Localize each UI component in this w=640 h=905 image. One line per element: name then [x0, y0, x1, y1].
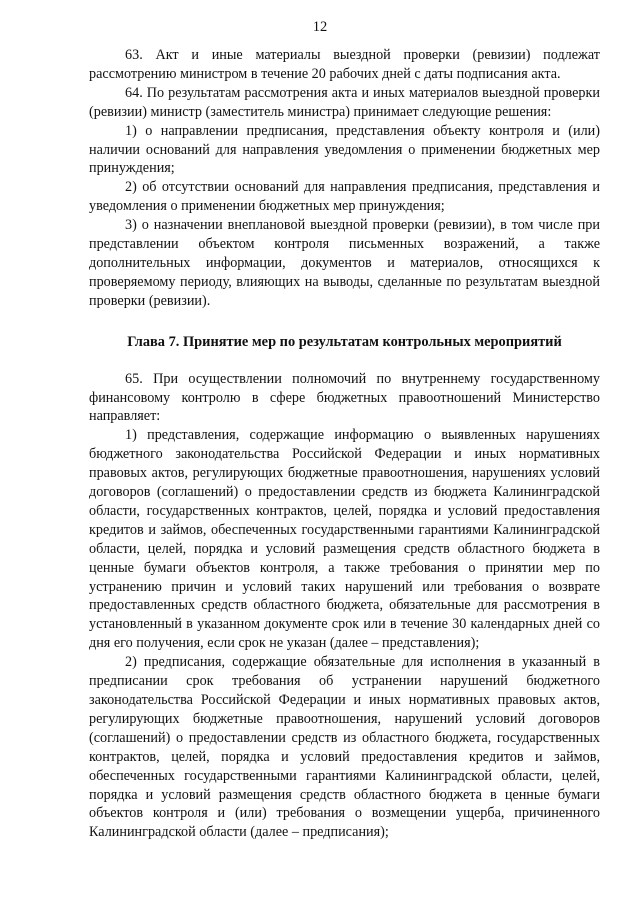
paragraph-64-item-1: 1) о направлении предписания, представления объекту контроля и (или) наличии оснований для направления уведомления о применении бюджетных мер принуждения;: [89, 122, 600, 177]
paragraph-65: 65. При осуществлении полномочий по внутреннему государственному финансовому контролю в сфере бюджетных правоотношений Министерство направляет:: [89, 370, 600, 425]
paragraph-65-item-2: 2) предписания, содержащие обязательные для исполнения в указанный в предписании срок требования об устранении нарушений бюджетного законодательства Российской Федерации и иных нормативных правовых актов, регулирующих бюджетные правоотношения, нарушений условий договоров (соглашений) о предоставлении средств из областного бюджета, государственных контрактов, целей, порядка и условий предоставления кредитов и займов, обеспеченных государственными гарантиями Калининградской области, целей, порядка и условий размещения средств областного бюджета в ценные бумаги объектов контроля и (или) требования о возмещении ущерба, причиненного Калининградской области (далее – предписания);: [89, 654, 600, 841]
page-body: [89, 46, 600, 842]
paragraph-64-item-2: 2) об отсутствии оснований для направления предписания, представления и уведомления о применении бюджетных мер принуждения;: [89, 179, 600, 215]
paragraph-63: 63. Акт и иные материалы выездной проверки (ревизии) подлежат рассмотрению министром в течение 20 рабочих дней с даты подписания акта.: [89, 47, 600, 82]
paragraph-65-item-1: 1) представления, содержащие информацию о выявленных нарушениях бюджетного законодательства Российской Федерации и иных нормативных правовых актов, регулирующих бюджетные правоотношения, нарушениях условий договоров (соглашений) о предоставлении средств из бюджета Калининградской области, государственных контрактов, целей, порядка и условий предоставления кредитов и займов, обеспеченных государственными гарантиями Калининградской области, целей, порядка и условий размещения средств областного бюджета в ценные бумаги объектов контроля, а также требования о принятии мер по устранению причин и условий таких нарушений или требования о возврате предоставленных средств областного бюджета, обязательные для рассмотрения в установленный в указанном документе срок или в течение 30 календарных дней со дня его получения, если срок не указан (далее – представления);: [89, 427, 600, 652]
paragraph-64: 64. По результатам рассмотрения акта и иных материалов выездной проверки (ревизии) министр (заместитель министра) принимает следующие решения:: [89, 84, 600, 120]
paragraph-64-item-3: 3) о назначении внеплановой выездной проверки (ревизии), в том числе при представлении объектом контроля письменных возражений, а также дополнительных информации, документов и материалов, относящихся к проверяемому периоду, влияющих на выводы, сделанные по результатам выездной проверки (ревизии).: [89, 217, 600, 309]
page-number: 12: [312, 19, 328, 35]
chapter-7-heading: Глава 7. Принятие мер по результатам контрольных мероприятий: [127, 333, 562, 350]
